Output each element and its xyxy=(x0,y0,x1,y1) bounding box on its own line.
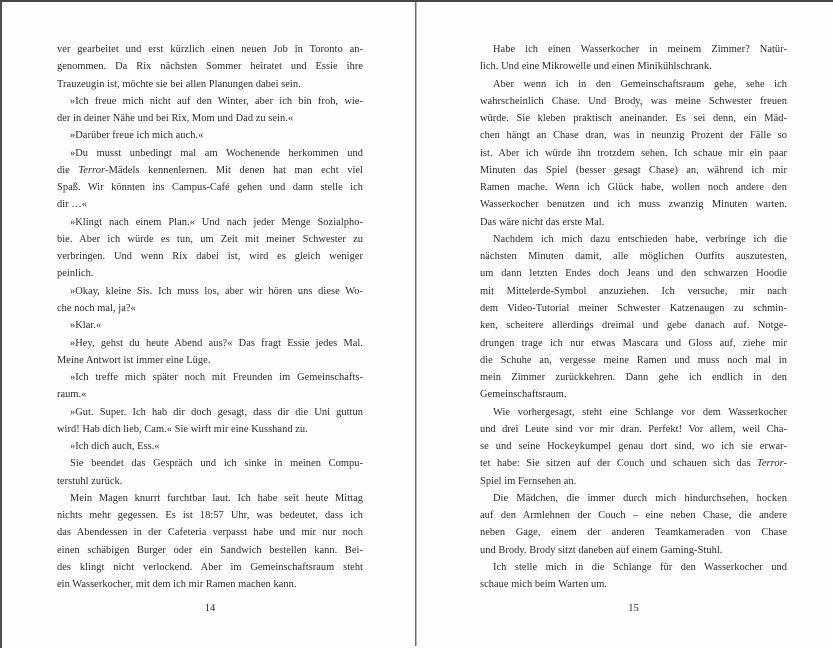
text-line: Gemeinschaftsraum. xyxy=(480,389,567,401)
text-line: das Abendessen in der Cafeteria verpasst habe und mir nur noch xyxy=(57,527,363,539)
text-line: mit Mittelerde-Symbol anzuziehen. Ich versuche, mir nach xyxy=(480,285,787,297)
text-line: »Ich treffe mich später noch mit Freunden im Gemeinschafts- xyxy=(70,372,363,384)
text-line: mein Zimmer zurückkehren. Dann gehe ich endlich in den xyxy=(480,372,787,384)
text-line: dir …« xyxy=(57,199,88,211)
text-line: die Terror-Mädels kennenlernen. Mit denen hat man echt viel xyxy=(57,164,363,176)
text-line: peinlich. xyxy=(57,268,94,280)
text-line: drungen trage ich nur etwas Mascara und Gloss auf, ziehe mir xyxy=(480,337,787,349)
text-line: Habe ich einen Wasserkocher in meinem Zimmer? Natür- xyxy=(493,44,787,55)
text-line: Nachdem ich mich dazu entschieden habe, verbringe ich die xyxy=(493,233,787,245)
text-line: »Okay, kleine Sis. Ich muss los, aber wir hören uns diese Wo- xyxy=(70,285,363,297)
text-line: »Darüber freue ich mich auch.« xyxy=(70,130,204,142)
text-line: »Klingt nach einem Plan.« Und nach jeder Menge Sozialpho- xyxy=(70,216,363,228)
text-line: und Brody. Brody sitzt daneben auf einem Gaming-Stuhl. xyxy=(480,544,723,556)
text-line: Aber wenn ich in den Gemeinschaftsraum gehe, sehe ich xyxy=(493,78,787,90)
page-15-text xyxy=(480,41,787,594)
text-line: verbringen. Und wenn Rix dabei ist, wird es gleich weniger xyxy=(57,251,363,263)
text-line: Ich stelle mich in die Schlange für den Wasserkocher und xyxy=(493,561,787,573)
text-line: »Gut. Super. Ich hab dir doch gesagt, dass dir die Uni guttun xyxy=(70,406,363,418)
text-line: der in deiner Nähe und bei Rix, Mom und Dad zu sein.« xyxy=(57,113,294,125)
text-line: des klingt nicht verlockend. Aber im Gemeinschaftsraum steht xyxy=(57,561,363,573)
text-line: neben Gage, einem der anderen Teamkameraden von Chase xyxy=(480,527,787,539)
text-line: würde. Sie kleben praktisch aneinander. Es sei denn, ein Mäd- xyxy=(480,113,787,125)
text-line: genommen. Da Rix nächsten Sommer heiratet und Essie ihre xyxy=(57,61,363,73)
text-line: bie. Aber ich würde es tun, um Zeit mit meiner Schwester zu xyxy=(57,233,363,245)
page-15-number: 15 xyxy=(628,603,639,614)
text-line: »Hey, gehst du heute Abend aus?« Das fragt Essie jedes Mal. xyxy=(70,337,363,349)
page-14-text xyxy=(57,41,363,594)
text-line: »Ich freue mich nicht auf den Winter, aber ich bin froh, wie- xyxy=(70,95,363,107)
text-line: einen schäbigen Burger oder ein Sandwich bestellen kann. Bei- xyxy=(57,544,363,556)
text-line: Ramen mache. Wenn ich Glück habe, wollen noch andere den xyxy=(480,182,787,194)
text-line: ein Wasserkocher, mit dem ich mir Ramen machen kann. xyxy=(57,579,297,591)
text-line: lich. Und eine Mikrowelle und einen Minikühlschrank. xyxy=(480,61,712,73)
text-line: Wasserkocher benutzen und ich muss zwanzig Minuten warten. xyxy=(480,199,787,211)
text-line: Wie vorhergesagt, steht eine Schlange vor dem Wasserkocher xyxy=(493,406,787,418)
text-line: chen hängt an Chase dran, was in neunzig Prozent der Fälle so xyxy=(480,130,787,142)
text-line: Sie beendet das Gespräch und ich sinke in meinen Compu- xyxy=(70,458,363,470)
text-line: Mein Magen knurrt furchtbar laut. Ich habe seit heute Mittag xyxy=(70,492,363,504)
text-line: Die Mädchen, die immer durch mich hindurchsehen, hocken xyxy=(493,492,787,504)
text-line: Meine Antwort ist immer eine Lüge. xyxy=(57,354,211,366)
text-line: se und seine Hockeykumpel genau dort sind, wo ich sie erwar- xyxy=(480,441,787,453)
text-line: und drei Leute sind vor mir dran. Perfekt! Vor allem, weil Cha- xyxy=(480,423,787,435)
text-line: »Du musst unbedingt mal am Wochenende herkommen und xyxy=(70,147,363,159)
text-line: auf den Armlehnen der Couch – eine neben Chase, die andere xyxy=(480,510,787,522)
text-line: ver gearbeitet und erst kürzlich einen neuen Job in Toronto an- xyxy=(57,44,363,55)
text-line: »Ich dich auch, Ess.« xyxy=(70,441,160,453)
text-line: Spiel im Fernsehen an. xyxy=(480,475,577,487)
text-line: Trauzeugin ist, möchte sie bei allen Planungen dabei sein. xyxy=(57,78,301,90)
book-gutter-line xyxy=(415,2,417,646)
text-line: um dann letzten Endes doch Jeans und den schwarzen Hoodie xyxy=(480,268,787,280)
text-line: ist. Aber ich würde ihn trotzdem sehen. Ich schaue mir ein paar xyxy=(480,147,787,159)
text-line: wird! Hab dich lieb, Cam.« Sie wirft mir eine Kusshand zu. xyxy=(57,423,308,435)
text-line: die Schuhe an, vergesse meine Ramen und muss noch mal in xyxy=(480,354,787,366)
text-line: che noch mal, ja?« xyxy=(57,302,136,314)
text-line: terstuhl zurück. xyxy=(57,475,123,487)
text-line: schaue mich beim Warten um. xyxy=(480,579,607,591)
text-line: ken, scheitere allerdings dreimal und gebe danach auf. Notge- xyxy=(480,320,787,332)
text-line: nächsten Minuten damit, alle möglichen Outfits auszutesten, xyxy=(480,251,787,263)
book-left-edge xyxy=(0,0,2,648)
text-line: nichts mehr gegessen. Es ist 18:57 Uhr, was bedeutet, dass ich xyxy=(57,510,363,522)
page-14-number: 14 xyxy=(204,603,216,614)
text-line: Das wäre nicht das erste Mal. xyxy=(480,216,605,228)
text-line: raum.« xyxy=(57,389,87,401)
text-line: wahrscheinlich Chase. Und Brody, was meine Schwester freuen xyxy=(480,95,787,107)
text-line: Spaß. Wir könnten ins Campus-Café gehen und dann stelle ich xyxy=(57,182,363,194)
text-line: dem Video-Tutorial meiner Schwester Katzenaugen zu schmin- xyxy=(480,302,787,314)
text-line: »Klar.« xyxy=(70,320,102,332)
text-line: tet habe: Sie sitzen auf der Couch und schauen sich das Terror- xyxy=(480,458,787,470)
text-line: Minuten das Spiel (besser gesagt Chase) an, während ich mir xyxy=(480,164,787,176)
